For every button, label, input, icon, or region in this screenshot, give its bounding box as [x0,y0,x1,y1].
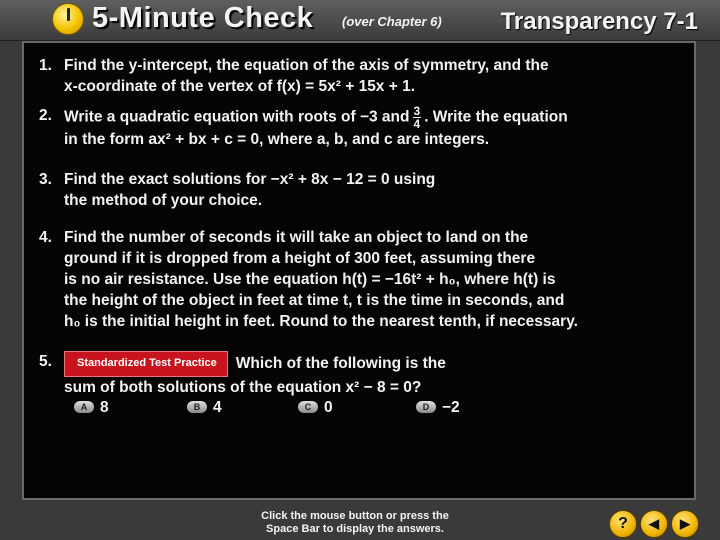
question-line-part: Write a quadratic equation with roots of −3 and [64,108,410,126]
choice-value: −2 [442,399,460,416]
help-button[interactable] [609,510,637,538]
transparency-label: Transparency 7-1 [500,8,698,35]
question-line: Find the y-intercept, the equation of the axis of symmetry, and the [64,57,549,74]
answer-choice-c[interactable] [298,399,333,417]
question-line: h₀ is the initial height in feet. Round to the nearest tenth, if necessary. [64,313,578,330]
forward-button[interactable] [671,510,699,538]
question-line-part: Which of the following is the [235,355,446,372]
question-text [64,169,435,211]
standardized-test-badge: Standardized Test Practice [64,351,228,377]
choice-letter-badge: C [298,401,318,413]
question-text [64,351,446,398]
answer-choice-b[interactable] [187,399,222,417]
clock-hand [67,8,70,21]
question-line: is no air resistance. Use the equation h(t) = −16t² + h₀, where h(t) is [64,271,556,288]
choice-value: 0 [324,399,333,416]
question-line [64,105,568,129]
question-text [64,227,578,332]
choice-value: 4 [213,399,222,416]
question-line-part: . Write the equation [424,108,568,126]
question-line [64,351,446,377]
question-number: 3. [39,171,52,188]
question-number: 4. [39,229,52,246]
question-line: in the form ax² + bx + c = 0, where a, b, and c are integers. [64,131,490,148]
page-title: 5-Minute Check [92,2,314,34]
fraction-numerator: 3 [413,104,421,118]
back-button[interactable] [640,510,668,538]
forward-arrow-icon: ▶ [680,516,690,531]
question-text [64,55,549,97]
clock-icon [52,3,84,35]
question-line: Find the exact solutions for −x² + 8x − 12 = 0 using [64,171,436,188]
instruction-line: Space Bar to display the answers. [266,523,444,535]
question-line: ground if it is dropped from a height of 300 feet, assuming there [64,250,536,267]
question-line: the method of your choice. [64,192,263,209]
page-subtitle: (over Chapter 6) [342,14,442,29]
question-number: 5. [39,353,52,370]
header-bar [0,0,720,41]
question-line: the height of the object in feet at time t, t is the time in seconds, and [64,292,565,309]
fraction-denominator: 4 [413,117,421,131]
help-icon: ? [618,515,628,532]
question-line: x-coordinate of the vertex of f(x) = 5x² + 15x + 1. [64,78,416,95]
choice-letter-badge: A [74,401,94,413]
question-number: 2. [39,107,52,124]
fraction [413,105,422,130]
back-arrow-icon: ◀ [649,516,659,531]
question-number: 1. [39,57,52,74]
chalkboard-panel [22,41,696,500]
choice-value: 8 [100,399,109,416]
choice-letter-badge: D [416,401,436,413]
choice-letter-badge: B [187,401,207,413]
instruction-line: Click the mouse button or press the [261,510,449,522]
answer-choice-a[interactable] [74,399,109,417]
question-text [64,105,568,150]
instruction-text [230,510,480,536]
answer-choice-d[interactable] [416,399,460,417]
question-line: sum of both solutions of the equation x² − 8 = 0? [64,379,422,396]
question-line: Find the number of seconds it will take an object to land on the [64,229,529,246]
